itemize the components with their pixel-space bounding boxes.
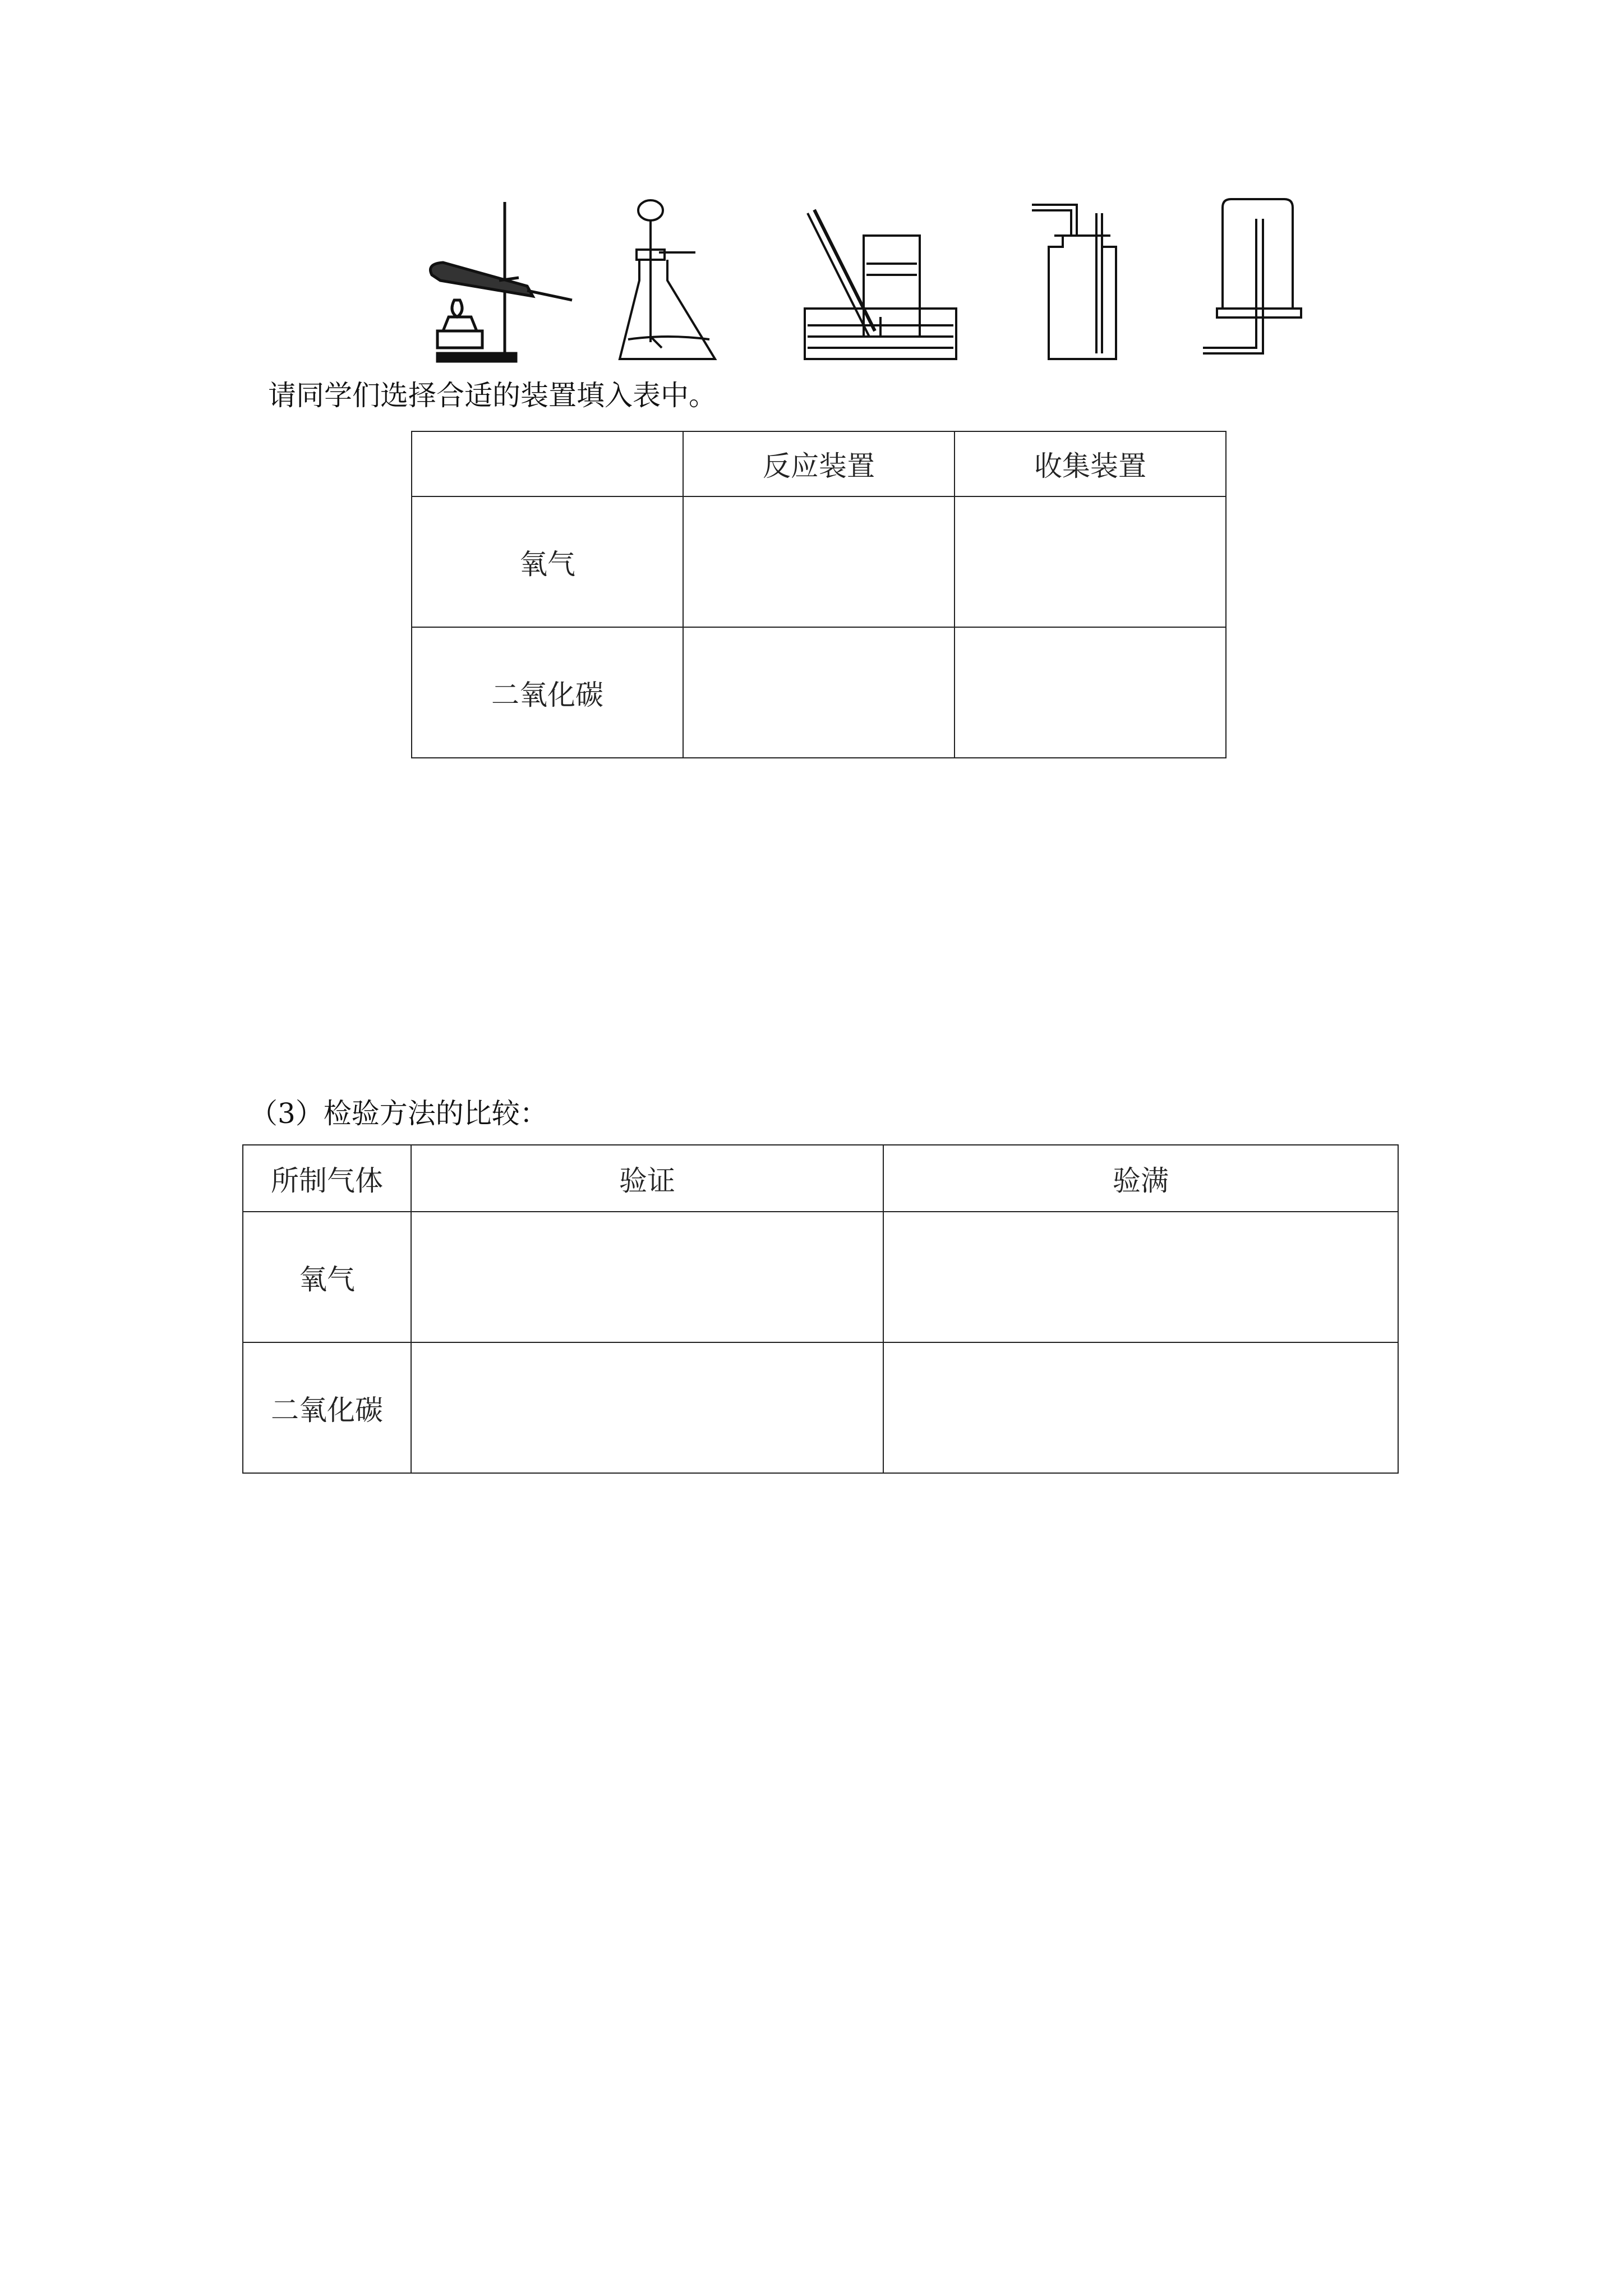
collection-cell[interactable] (955, 627, 1226, 758)
table-row (412, 496, 1226, 627)
verify-cell[interactable] (411, 1342, 883, 1473)
table-header-row (412, 431, 1226, 496)
table-header-row (243, 1145, 1398, 1212)
header-cell-reaction: 反应装置 (683, 431, 955, 496)
gas-label: 二氧化碳 (412, 627, 683, 758)
apparatus-figures (415, 196, 1324, 376)
reaction-cell[interactable] (683, 627, 955, 758)
water-trough-icon (802, 196, 959, 365)
inverted-bottle-icon (1200, 196, 1312, 365)
verification-table (242, 1144, 1399, 1474)
reaction-cell[interactable] (683, 496, 955, 627)
table-row (243, 1342, 1398, 1473)
full-check-cell[interactable] (883, 1212, 1398, 1342)
table-row (412, 627, 1226, 758)
collection-cell[interactable] (955, 496, 1226, 627)
header-cell-blank (412, 431, 683, 496)
header-cell-collection: 收集装置 (955, 431, 1226, 496)
gas-label: 二氧化碳 (243, 1342, 411, 1473)
gas-bottle-icon (1032, 196, 1133, 365)
header-cell-full-check: 验满 (883, 1145, 1398, 1212)
verify-cell[interactable] (411, 1212, 883, 1342)
full-check-cell[interactable] (883, 1342, 1398, 1473)
gas-label: 氧气 (412, 496, 683, 627)
header-cell-verify: 验证 (411, 1145, 883, 1212)
gas-label: 氧气 (243, 1212, 411, 1342)
apparatus-table (411, 431, 1227, 758)
flask-apparatus-icon (617, 196, 740, 365)
instruction-text: 请同学们选择合适的装置填入表中。 (268, 379, 717, 412)
heating-apparatus-icon (415, 196, 583, 365)
header-cell-gas: 所制气体 (243, 1145, 411, 1212)
section3-title: （3）检验方法的比较： (250, 1097, 548, 1130)
table-row (243, 1212, 1398, 1342)
